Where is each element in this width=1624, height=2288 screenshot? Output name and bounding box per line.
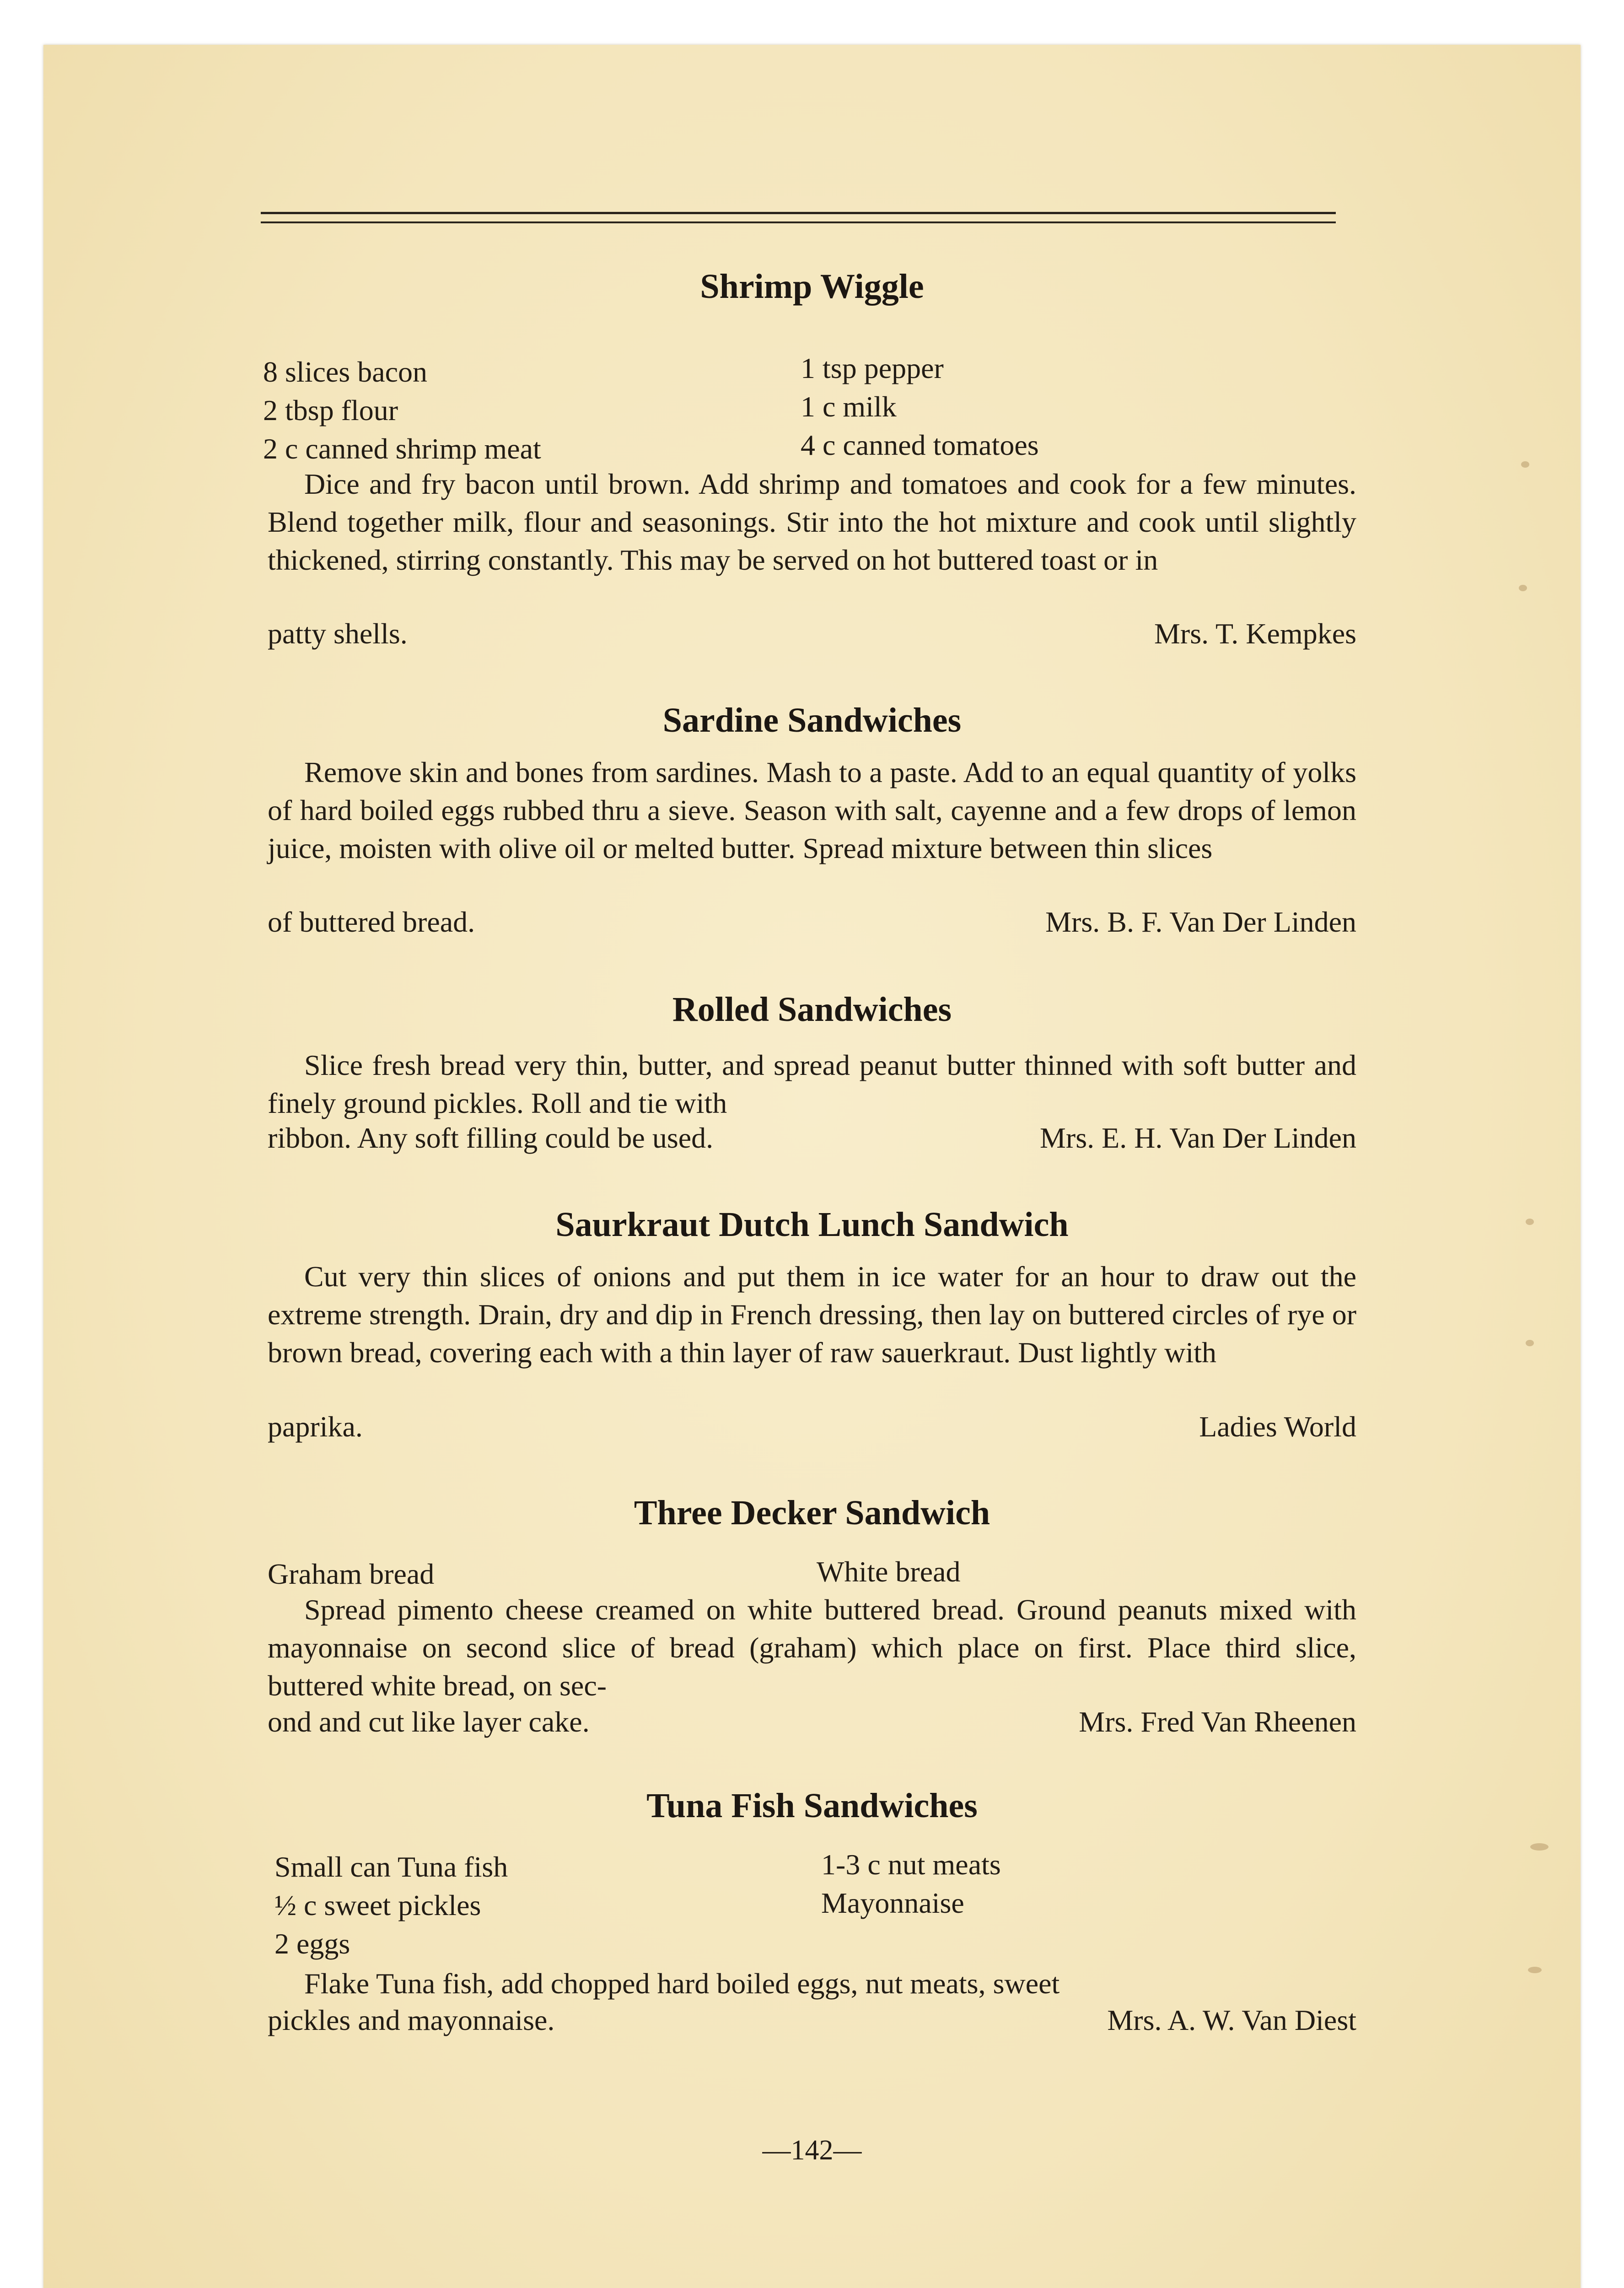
binding-hole-mark <box>1519 585 1527 591</box>
recipe-footer-row <box>268 1123 1356 1153</box>
book-page <box>43 45 1581 2288</box>
ingredient: Graham bread <box>268 1558 435 1590</box>
recipe-directions: Spread pimento cheese creamed on white buttered bread. Ground peanuts mixed with mayonnaise on second slice of bread (graham) which place on first. Place third slice, buttered white bread, on sec- <box>268 1593 1356 1702</box>
ingredient: 2 c canned shrimp meat <box>263 432 541 465</box>
ingredient: ½ c sweet pickles <box>274 1889 481 1921</box>
recipe-footer-row <box>268 907 1356 937</box>
recipe-directions-end: ond and cut like layer cake. <box>268 1705 590 1738</box>
recipe-directions-end: ribbon. Any soft filling could be used. <box>268 1122 714 1154</box>
header-rule-bottom <box>261 221 1336 223</box>
recipe-title-rolled-sandwiches: Rolled Sandwiches <box>672 990 952 1029</box>
ingredient: 1-3 c nut meats <box>821 1848 1001 1881</box>
recipe-directions: Dice and fry bacon until brown. Add shrimp and tomatoes and cook for a few minutes. Blend together milk, flour and seasonings. Stir into the hot mixture and cook until slightly thickened, stirring constantly. This may be served on hot buttered toast or in <box>268 468 1356 576</box>
recipe-author: Ladies World <box>1199 1410 1356 1443</box>
ingredient: Small can Tuna fish <box>274 1851 508 1883</box>
ingredient: Mayonnaise <box>821 1887 964 1919</box>
recipe-title-sardine-sandwiches: Sardine Sandwiches <box>662 701 962 739</box>
recipe-author: Mrs. E. H. Van Der Linden <box>1039 1122 1356 1154</box>
recipe-footer-row <box>268 2006 1356 2035</box>
ingredient: 4 c canned tomatoes <box>801 429 1039 461</box>
recipe-footer-row <box>268 1412 1356 1441</box>
recipe-author: Mrs. Fred Van Rheenen <box>1079 1705 1356 1738</box>
ingredient: White bread <box>817 1555 961 1588</box>
recipe-author: Mrs. B. F. Van Der Linden <box>1045 906 1356 938</box>
binding-hole-mark <box>1521 461 1529 468</box>
recipe-directions: Remove skin and bones from sardines. Mash to a paste. Add to an equal quantity of yolks of hard boiled eggs rubbed thru a sieve. Season with salt, cayenne and a few drops of lemon juice, moisten with olive oil or melted butter. Spread mixture between thin slices <box>268 756 1356 864</box>
recipe-title-tuna-fish-sandwiches: Tuna Fish Sandwiches <box>646 1786 978 1825</box>
recipe-directions-end: patty shells. <box>268 617 408 650</box>
recipe-directions: Slice fresh bread very thin, butter, and spread peanut butter thinned with soft butter and finely ground pickles. Roll and tie with <box>268 1049 1356 1119</box>
recipe-author: Mrs. T. Kempkes <box>1154 617 1356 650</box>
recipe-footer-row <box>268 619 1356 648</box>
recipe-directions: Flake Tuna fish, add chopped hard boiled eggs, nut meats, sweet <box>304 1967 1060 2000</box>
ingredient: 1 c milk <box>801 390 897 423</box>
recipe-title-saurkraut-sandwich: Saurkraut Dutch Lunch Sandwich <box>555 1205 1069 1244</box>
recipe-title-shrimp-wiggle: Shrimp Wiggle <box>700 267 924 306</box>
page-number: —142— <box>762 2135 862 2166</box>
recipe-directions-end: paprika. <box>268 1410 363 1443</box>
header-rule-top <box>261 212 1336 214</box>
ingredient: 2 tbsp flour <box>263 394 398 426</box>
recipe-directions-end: pickles and mayonnaise. <box>268 2004 555 2036</box>
binding-hole-mark <box>1526 1340 1534 1346</box>
binding-hole-mark <box>1530 1843 1549 1851</box>
ingredient: 1 tsp pepper <box>801 352 944 384</box>
ingredient: 8 slices bacon <box>263 356 427 388</box>
recipe-directions: Cut very thin slices of onions and put them in ice water for an hour to draw out the extreme strength. Drain, dry and dip in French dressing, then lay on buttered circles of rye or brown bread, covering each with a thin layer of raw sauerkraut. Dust lightly with <box>268 1260 1356 1369</box>
recipe-directions-end: of buttered bread. <box>268 906 475 938</box>
recipe-author: Mrs. A. W. Van Diest <box>1107 2004 1356 2036</box>
recipe-title-three-decker-sandwich: Three Decker Sandwich <box>634 1494 990 1532</box>
ingredient: 2 eggs <box>274 1927 350 1960</box>
recipe-footer-row <box>268 1707 1356 1737</box>
binding-hole-mark <box>1528 1967 1542 1973</box>
binding-hole-mark <box>1526 1219 1534 1225</box>
